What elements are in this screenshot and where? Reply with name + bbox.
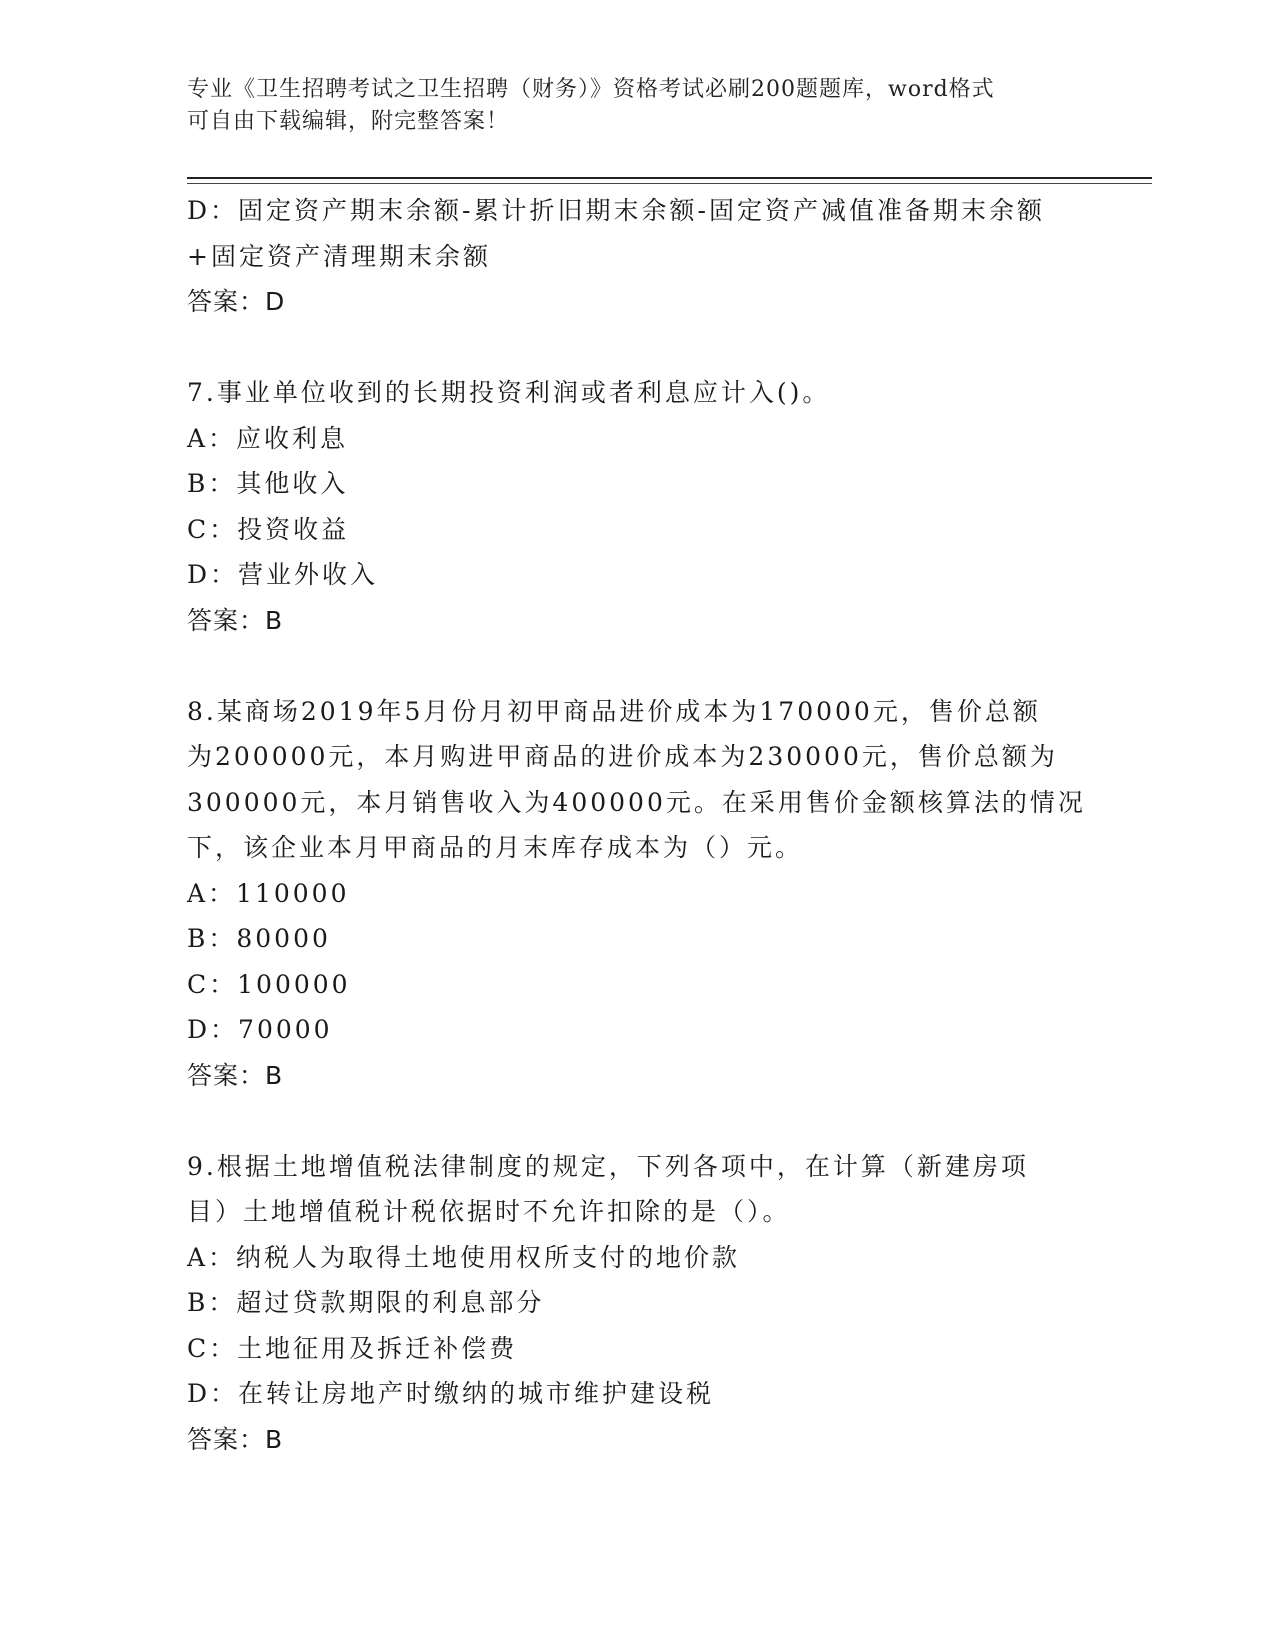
spacer [187, 643, 1087, 689]
option-a: A：纳税人为取得土地使用权所支付的地价款 [187, 1242, 741, 1272]
option-c: C：土地征用及拆迁补偿费 [187, 1333, 518, 1363]
answer-text: 答案：B [187, 605, 284, 635]
option-d: D：营业外收入 [187, 560, 379, 589]
option-c: C：投资收益 [187, 514, 350, 544]
answer-text: 答案：B [187, 1060, 284, 1090]
previous-question [187, 188, 1087, 325]
option-b: B：80000 [187, 924, 331, 953]
question-text-line-2: 目）土地增值税计税依据时不允许扣除的是（）。 [187, 1197, 791, 1226]
header-line-1: 专业《卫生招聘考试之卫生招聘（财务）》资格考试必刷200题题库，word格式 [187, 77, 995, 102]
option-a: A：应收利息 [187, 423, 349, 453]
option-d: D：70000 [187, 1015, 333, 1044]
question-text-line-4: 下，该企业本月甲商品的月末库存成本为（）元。 [187, 833, 804, 862]
option-b: B：其他收入 [187, 469, 349, 498]
document-header [187, 74, 1067, 138]
question-text-line-2: 为200000元，本月购进甲商品的进价成本为230000元，售价总额为 [187, 742, 1058, 771]
option-a: A：110000 [187, 878, 350, 908]
option-d-line-1: D：固定资产期末余额-累计折旧期末余额-固定资产减值准备期末余额 [187, 196, 1045, 225]
option-d: D：在转让房地产时缴纳的城市维护建设税 [187, 1379, 715, 1408]
option-b: B：超过贷款期限的利息部分 [187, 1288, 545, 1317]
answer-text: 答案：B [187, 1424, 284, 1454]
question-text-line-3: 300000元，本月销售收入为400000元。在采用售价金额核算法的情况 [187, 787, 1086, 817]
answer-text: 答案：D [187, 287, 286, 316]
header-divider-thin [187, 183, 1152, 184]
option-d-line-2: +固定资产清理期末余额 [187, 241, 491, 271]
question-text-line-1: 9.根据土地增值税法律制度的规定，下列各项中，在计算（新建房项 [187, 1151, 1029, 1181]
spacer [187, 1098, 1087, 1144]
spacer [187, 325, 1087, 371]
document-body [187, 188, 1087, 1462]
question-text-line-1: 8.某商场2019年5月份月初甲商品进价成本为170000元，售价总额 [187, 696, 1041, 726]
question-9 [187, 1144, 1087, 1463]
question-8 [187, 689, 1087, 1099]
question-text: 7.事业单位收到的长期投资利润或者利息应计入()。 [187, 378, 831, 407]
option-c: C：100000 [187, 969, 351, 999]
question-7 [187, 370, 1087, 643]
header-line-2: 可自由下载编辑，附完整答案！ [187, 109, 510, 134]
header-divider-thick [187, 177, 1152, 179]
